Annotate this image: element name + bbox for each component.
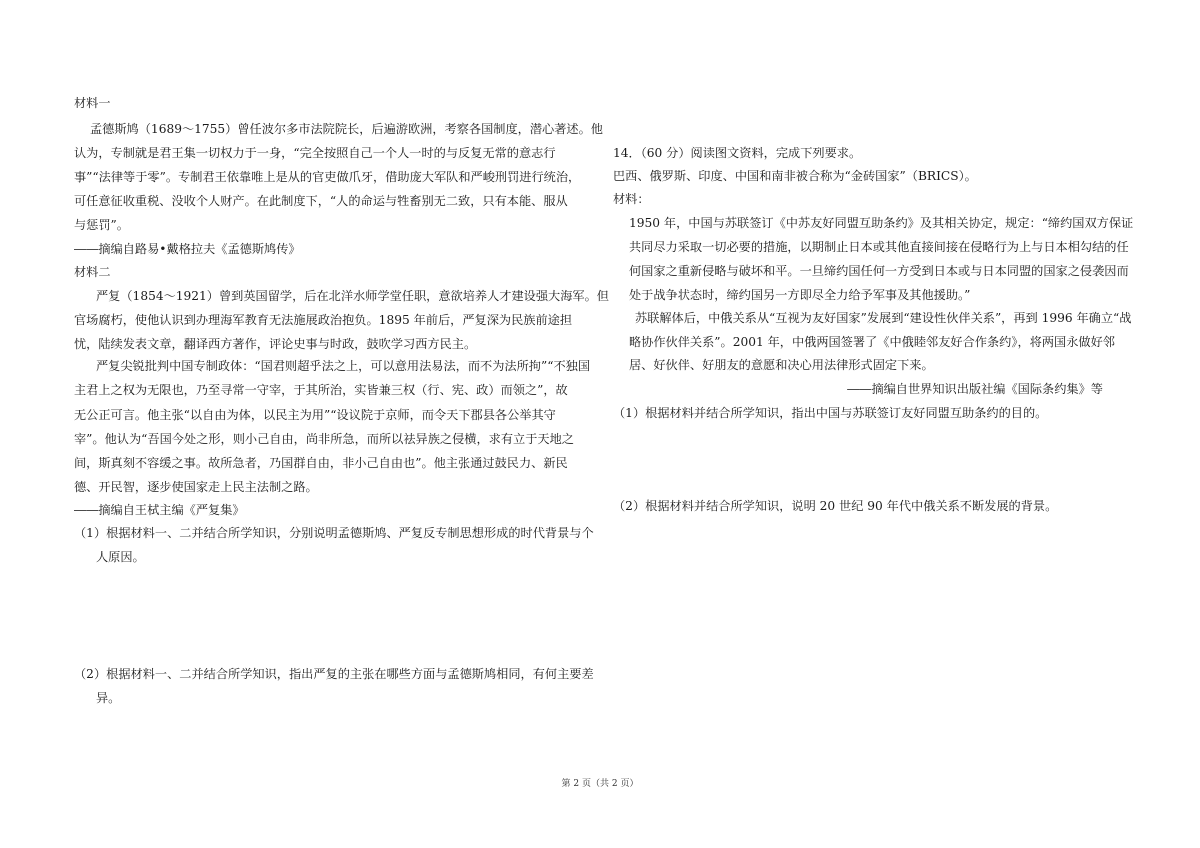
material-line: 1950 年，中国与苏联签订《中苏友好同盟互助条约》及其相关协定，规定：“缔约国双方保证 xyxy=(629,216,1134,230)
material-source: ――摘编自世界知识出版社编《国际条约集》等 xyxy=(847,382,1103,396)
material-line: 何国家之重新侵略与破坏和平。一旦缔约国任何一方受到日本或与日本同盟的国家之侵袭因而 xyxy=(629,264,1129,278)
material-2-line: 严复尖锐批判中国专制政体：“国君则超乎法之上，可以意用法易法，而不为法所拘”“不独国 xyxy=(96,359,591,373)
question-2: （2）根据材料一、二并结合所学知识，指出严复的主张在哪些方面与孟德斯鸠相同，有何主要差 xyxy=(74,667,594,681)
material-1-line: 孟德斯鸠（1689～1755）曾任波尔多市法院院长，后遍游欧洲，考察各国制度，潜心著述。他 xyxy=(90,122,603,136)
material-2-line: 间，斯真刻不容缓之事。故所急者，乃国群自由，非小己自由也”。他主张通过鼓民力、新民 xyxy=(74,456,568,470)
material-2-line: 德、开民智，逐步使国家走上民主法制之路。 xyxy=(74,480,318,494)
material-1-line: 认为，专制就是君王集一切权力于一身，“完全按照自己一个人一时的与反复无常的意志行 xyxy=(74,146,556,160)
material-line: 居、好伙伴、好朋友的意愿和决心用法律形式固定下来。 xyxy=(629,358,934,372)
material-2-line: 忧，陆续发表文章，翻译西方著作，评论史事与时政，鼓吹学习西方民主。 xyxy=(74,337,477,351)
material-line: 共同尽力采取一切必要的措施，以期制止日本或其他直接间接在侵略行为上与日本相勾结的任 xyxy=(629,240,1129,254)
question-14-1: （1）根据材料并结合所学知识，指出中国与苏联签订友好同盟互助条约的目的。 xyxy=(613,406,1048,420)
material-1-title: 材料一 xyxy=(74,96,111,110)
material-label: 材料： xyxy=(613,192,650,206)
material-2-line: 主君上之权为无限也，乃至寻常一守宰，于其所治，实皆兼三权（行、宪、政）而领之”，故 xyxy=(74,383,568,397)
page-footer: 第 2 页（共 2 页） xyxy=(561,779,639,789)
material-line: 处于战争状态时，缔约国另一方即尽全力给予军事及其他援助。” xyxy=(629,288,971,302)
material-2-line: 严复（1854～1921）曾到英国留学，后在北洋水师学堂任职，意欲培养人才建设强大海军。但 xyxy=(96,289,609,303)
material-2-line: 官场腐朽，使他认识到办理海军教育无法施展政治抱负。1895 年前后，严复深为民族前途担 xyxy=(74,313,573,327)
material-1-source: ――摘编自路易•戴格拉夫《孟德斯鸠传》 xyxy=(74,242,301,256)
brics-intro: 巴西、俄罗斯、印度、中国和南非被合称为“金砖国家”（BRICS）。 xyxy=(613,169,977,183)
question-14-2: （2）根据材料并结合所学知识，说明 20 世纪 90 年代中俄关系不断发展的背景。 xyxy=(613,499,1058,513)
question-14-title: 14．（60 分）阅读图文资料，完成下列要求。 xyxy=(613,146,862,160)
material-1-line: 与惩罚”。 xyxy=(74,218,129,232)
question-1-cont: 人原因。 xyxy=(96,550,145,564)
question-1: （1）根据材料一、二并结合所学知识，分别说明孟德斯鸠、严复反专制思想形成的时代背景与个 xyxy=(74,526,594,540)
material-1-line: 可任意征收重税、没收个人财产。在此制度下，“人的命运与牲畜别无二致，只有本能、服从 xyxy=(74,194,568,208)
material-2-source: ――摘编自王栻主编《严复集》 xyxy=(74,503,245,517)
material-line: 苏联解体后，中俄关系从“互视为友好国家”发展到“建设性伙伴关系”，再到 1996 年确立“战 xyxy=(635,311,1132,325)
material-line: 略协作伙伴关系”。2001 年，中俄两国签署了《中俄睦邻友好合作条约》，将两国永做好邻 xyxy=(629,335,1115,349)
material-2-line: 宰”。他认为“吾国今处之形，则小己自由，尚非所急，而所以祛异族之侵横，求有立于天地之 xyxy=(74,432,574,446)
material-1-line: 事”“法律等于零”。专制君王依靠唯上是从的官吏做爪牙，借助庞大军队和严峻刑罚进行统治， xyxy=(74,170,581,184)
question-2-cont: 异。 xyxy=(96,691,121,705)
material-2-line: 无公正可言。他主张“以自由为体，以民主为用”“设议院于京师，而令天下郡县各公举其守 xyxy=(74,408,556,422)
material-2-title: 材料二 xyxy=(74,265,111,279)
